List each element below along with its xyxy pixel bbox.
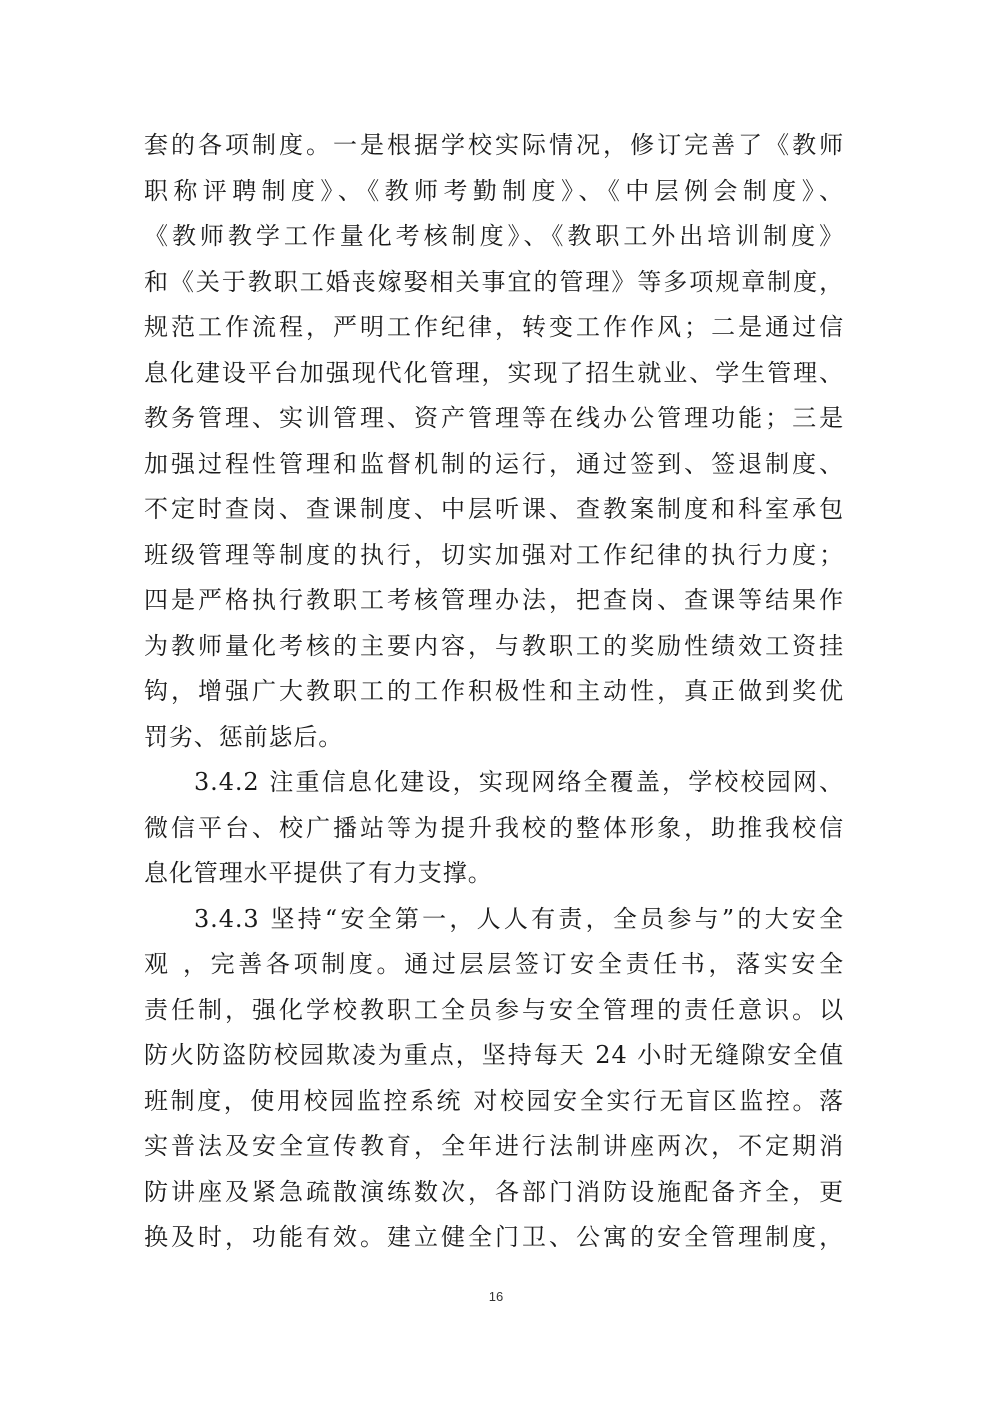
text-line: 息化管理水平提供了有力支撑。: [144, 859, 493, 887]
text-line: 为教师量化考核的主要内容，与教职工的奖励性绩效工资挂: [144, 631, 844, 660]
text-line: 班制度，使用校园监控系统 对校园安全实行无盲区监控。落: [144, 1086, 844, 1115]
text-line: 换及时，功能有效。建立健全门卫、公寓的安全管理制度，: [144, 1223, 844, 1251]
text-line: 和《关于教职工婚丧嫁娶相关事宜的管理》等多项规章制度，: [144, 267, 844, 296]
text-line: 《教师教学工作量化考核制度》、《教职工外出培训制度》: [144, 222, 844, 250]
text-line: 息化建设平台加强现代化管理，实现了招生就业、学生管理、: [144, 358, 844, 387]
text-line: 加强过程性管理和监督机制的运行，通过签到、签退制度、: [144, 449, 844, 478]
text-line: 罚劣、惩前毖后。: [144, 722, 344, 751]
text-line: 规范工作流程，严明工作纪律，转变工作作风；二是通过信: [144, 313, 844, 341]
text-line: 防火防盗防校园欺凌为重点，坚持每天 24 小时无缝隙安全值: [144, 1041, 844, 1069]
text-line: 防讲座及紧急疏散演练数次，各部门消防设施配备齐全，更: [144, 1177, 844, 1206]
text-line: 钩，增强广大教职工的工作积极性和主动性，真正做到奖优: [144, 677, 844, 705]
text-line: 教务管理、实训管理、资产管理等在线办公管理功能；三是: [144, 404, 844, 432]
text-line: 实普法及安全宣传教育，全年进行法制讲座两次，不定期消: [144, 1132, 844, 1160]
body-text: [144, 123, 844, 1261]
text-line: 微信平台、校广播站等为提升我校的整体形象，助推我校信: [144, 813, 844, 842]
text-line: 责任制，强化学校教职工全员参与安全管理的责任意识。以: [144, 995, 844, 1024]
text-line: 套的各项制度。一是根据学校实际情况，修订完善了《教师: [144, 131, 844, 159]
text-line: 职称评聘制度》、《教师考勤制度》、《中层例会制度》、: [144, 176, 844, 205]
section-heading-line: 3.4.3 坚持“安全第一，人人有责，全员参与”的大安全: [194, 904, 844, 933]
section-heading-line: 3.4.2 注重信息化建设，实现网络全覆盖，学校校园网、: [194, 768, 844, 796]
text-line: 四是严格执行教职工考核管理办法，把查岗、查课等结果作: [144, 586, 844, 614]
text-line: 班级管理等制度的执行，切实加强对工作纪律的执行力度；: [144, 540, 844, 569]
text-line: 不定时查岗、查课制度、中层听课、查教案制度和科室承包: [144, 495, 844, 523]
text-line: 观 ，完善各项制度。通过层层签订安全责任书，落实安全: [144, 950, 844, 978]
page-number: 16: [488, 1289, 504, 1304]
